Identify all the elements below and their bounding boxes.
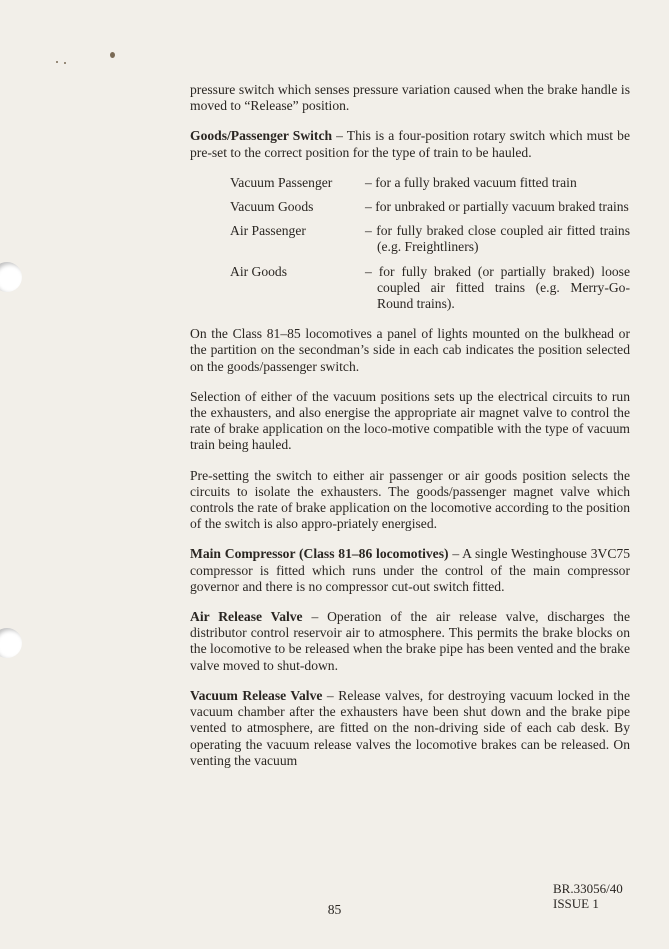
switch-position-row [190,223,630,255]
page-number: 85 [327,902,342,917]
paragraph-pressure-switch: pressure switch which senses pressure variation caused when the brake handle is moved to “Release” position. [190,82,630,114]
paragraph-text: – Operation of the air release valve, discharges the distributor control reservoir air to atmosphere. This permits the brake blocks on the locomotive to be released when the brake pipe has been vented and the brake valve moved to shut-down. [190,609,631,673]
switch-position-row [190,264,630,313]
paragraph-text: – A single Westinghouse 3VC75 compressor is fitted which runs under the control of the main compressor governor and there is no compressor cut-out switch fitted. [190,546,630,594]
issue-label: ISSUE 1 [553,896,599,911]
doc-ref-number: BR.33056/40 [553,881,623,896]
switch-position-row [190,175,630,191]
paragraph-air-selection: Pre-setting the switch to either air passenger or air goods position selects the circuits to isolate the exhausters. The goods/passenger magnet valve which controls the rate of brake application on the locomotive according to the position of the switch is also appro-priately energised. [190,467,630,532]
position-description: – for a fully braked vacuum fitted train [365,174,577,190]
position-name: Vacuum Passenger [230,174,333,190]
section-heading: Main Compressor (Class 81–86 locomotives) [190,546,449,562]
position-description: – for fully braked close coupled air fitted trains (e.g. Freightliners) [365,223,630,255]
position-name: Air Goods [230,263,288,279]
paragraph-vacuum-release-valve [190,688,630,769]
paragraph-goods-passenger-switch [190,128,630,160]
paragraph-vacuum-selection: Selection of either of the vacuum positions sets up the electrical circuits to run the exhausters, and also energise the appropriate air magnet valve to control the rate of brake application on the loco-motive compatible with the type of vacuum train being hauled. [190,388,630,453]
body-text [190,82,630,783]
paragraph-air-release-valve [190,609,630,674]
paragraph-text: – This is a four-position rotary switch which must be pre-set to the correct position for the type of train to be hauled. [190,128,630,160]
document-reference [553,881,623,911]
section-heading: Goods/Passenger Switch [190,128,333,144]
switch-position-row [190,199,630,215]
position-name: Vacuum Goods [230,199,314,215]
paragraph-indicator-panel: On the Class 81–85 locomotives a panel of lights mounted on the bulkhead or the partition on the secondman’s side in each cab indicates the position selected on the goods/passenger switch. [190,326,630,374]
section-heading: Air Release Valve [190,609,303,625]
paragraph-text: – Release valves, for destroying vacuum locked in the vacuum chamber after the exhausters have been shut down and the brake pipe vented to atmosphere, are fitted on the non-driving side of each cab desk. By operating the vacuum release valves the locomotive brakes can be released. On venting the vacuum [190,687,630,768]
section-heading: Vacuum Release Valve [190,687,323,703]
ink-speck [64,62,66,64]
ink-speck [56,61,58,63]
position-description: – for unbraked or partially vacuum braked trains [365,199,629,215]
punch-hole-upper [0,262,22,292]
ink-speck [110,52,115,58]
position-name: Air Passenger [230,223,306,239]
paragraph-main-compressor [190,546,630,595]
switch-position-list [190,175,630,312]
position-description: – for fully braked (or partially braked) loose coupled air fitted trains (e.g. Merry-Go-Round trains). [365,263,630,312]
punch-hole-lower [0,628,22,658]
